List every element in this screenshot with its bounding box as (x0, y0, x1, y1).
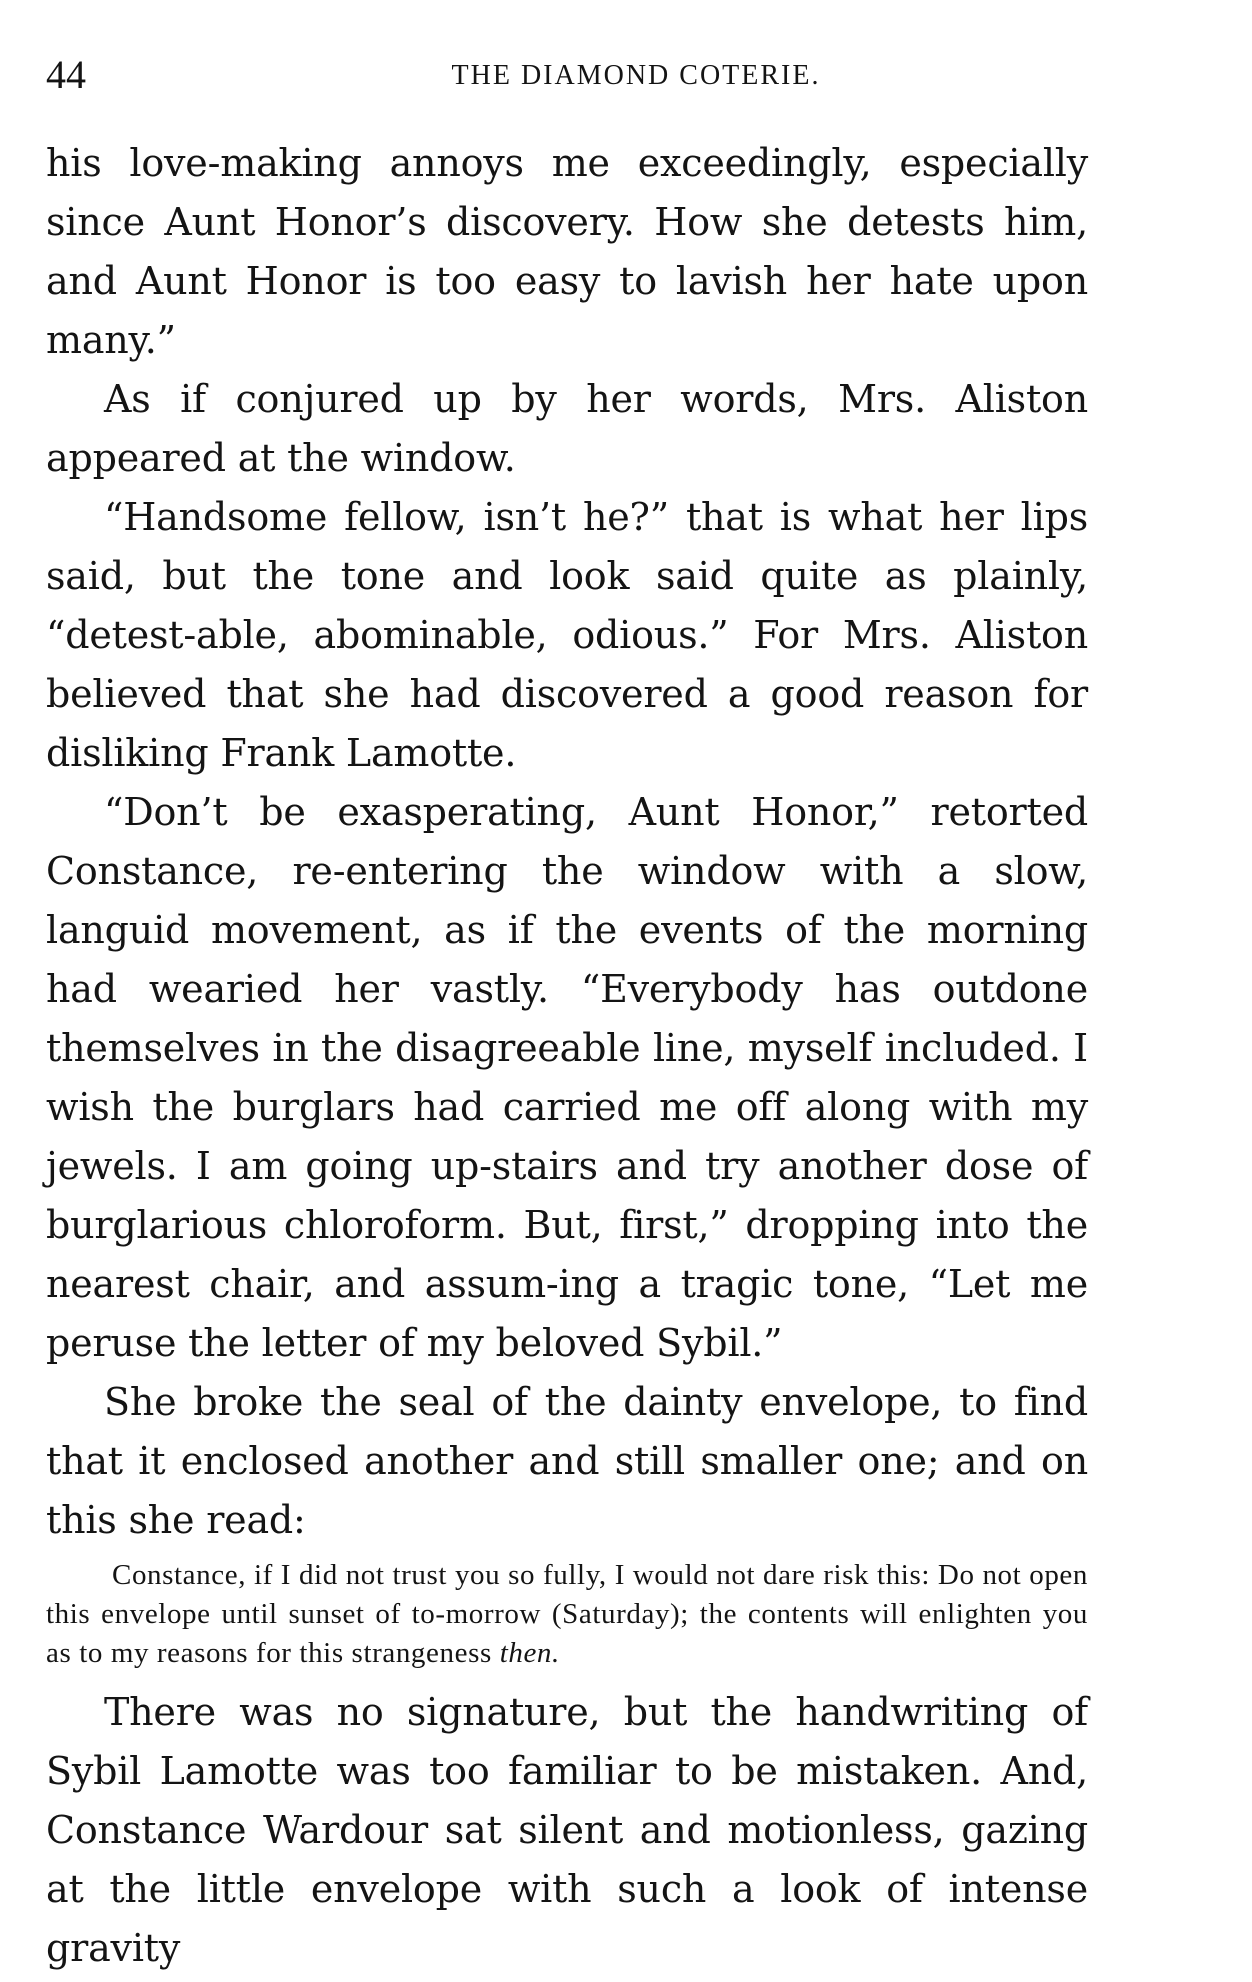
paragraph-3: “Handsome fellow, isn’t he?” that is what her lips said, but the tone and look said quite as plainly, “detest-able, abominable, odious.” For Mrs. Aliston believed that she had discovered a good reason for disliking Frank Lamotte. (46, 495, 1088, 775)
page-number: 44 (46, 52, 86, 97)
letter-emphasis: then. (499, 1637, 560, 1669)
quoted-letter (46, 1556, 1088, 1673)
body-text (46, 134, 1088, 1978)
paragraph-2: As if conjured up by her words, Mrs. Aliston appeared at the window. (46, 377, 1088, 480)
paragraph-1: his love-making annoys me exceedingly, especially since Aunt Honor’s discovery. How she detests him, and Aunt Honor is too easy to lavish her hate upon many.” (46, 141, 1088, 362)
paragraph-4: “Don’t be exasperating, Aunt Honor,” retorted Constance, re-entering the window with a slow, languid movement, as if the events of the morning had wearied her vastly. “Everybody has outdone themselves in the disagreeable line, myself included. I wish the burglars had carried me off along with my jewels. I am going up-stairs and try another dose of burglarious chloroform. But, first,” dropping into the nearest chair, and assum-ing a tragic tone, “Let me peruse the letter of my beloved Sybil.” (46, 790, 1088, 1365)
running-title: THE DIAMOND COTERIE. (451, 60, 821, 91)
paragraph-5: She broke the seal of the dainty envelope, to find that it enclosed another and still smaller one; and on this she read: (46, 1380, 1088, 1542)
letter-text: Constance, if I did not trust you so fully, I would not dare risk this: Do not open this envelope until sunset of to-morrow (Saturday); the contents will enlighten you as to my reasons for this strangeness (46, 1559, 1088, 1669)
paragraph-6: There was no signature, but the handwriting of Sybil Lamotte was too familiar to be mistaken. And, Constance Wardour sat silent and motionless, gazing at the little envelope with such a look of intense gravity (46, 1690, 1088, 1970)
page-header (46, 50, 1086, 100)
